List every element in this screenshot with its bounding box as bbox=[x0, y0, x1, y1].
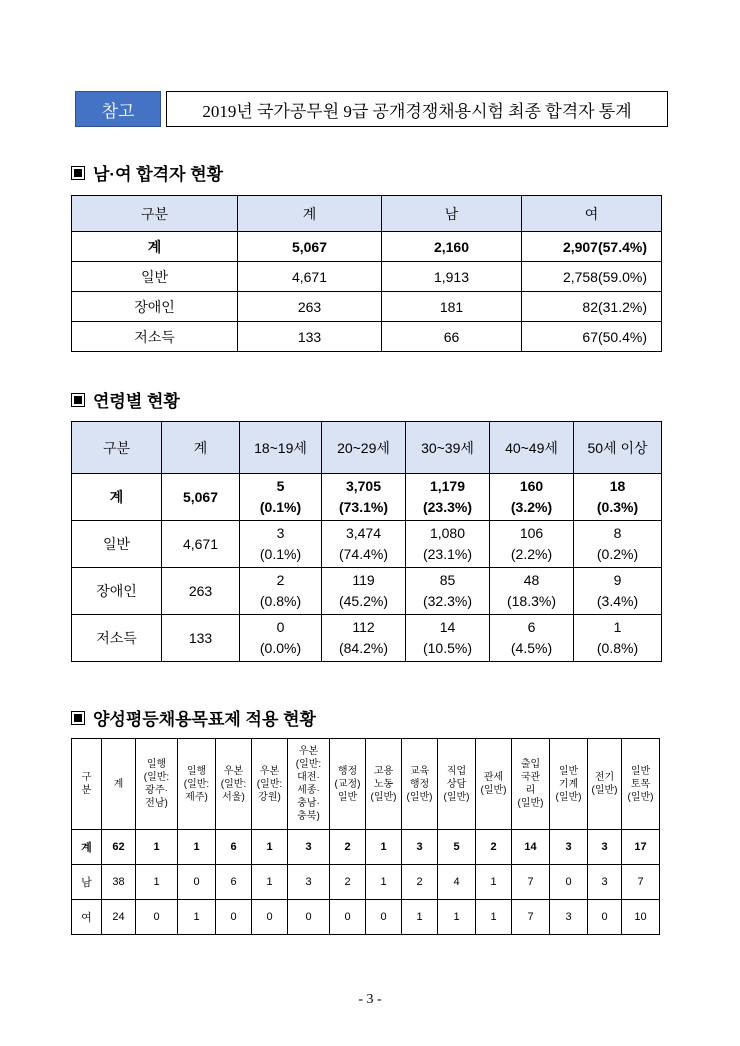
column-header-label: 교육 행정 (일반) bbox=[406, 765, 433, 803]
table-cell: 3 bbox=[550, 830, 588, 865]
column-header: 30~39세 bbox=[406, 422, 490, 474]
column-header-label: 일행 (일반: 광주· 전남) bbox=[143, 759, 170, 809]
table-cell: 133 bbox=[162, 615, 240, 662]
cell-count: 3 bbox=[276, 525, 285, 541]
table-cell bbox=[240, 615, 322, 662]
table-cell: 1 bbox=[178, 900, 216, 935]
cell-percent: (0.8%) bbox=[596, 640, 639, 656]
table-cell: 2,160 bbox=[382, 232, 522, 262]
cell-percent: (32.3%) bbox=[422, 593, 473, 609]
row-label: 저소득 bbox=[72, 322, 238, 352]
table-cell: 7 bbox=[512, 900, 550, 935]
gender-target-table bbox=[71, 738, 660, 935]
column-header bbox=[366, 739, 402, 830]
table-cell: 1 bbox=[136, 865, 178, 900]
table-cell: 0 bbox=[366, 900, 402, 935]
table-cell: 263 bbox=[162, 568, 240, 615]
table-cell: 133 bbox=[238, 322, 382, 352]
column-header-label: 행정 (교정) 일반 bbox=[334, 765, 361, 803]
column-header: 20~29세 bbox=[322, 422, 406, 474]
table-cell bbox=[322, 568, 406, 615]
table-cell: 17 bbox=[622, 830, 660, 865]
column-header-label: 관세 (일반) bbox=[480, 772, 507, 796]
cell-percent: (23.3%) bbox=[422, 499, 473, 515]
table-cell: 3 bbox=[402, 830, 438, 865]
table-cell: 263 bbox=[238, 292, 382, 322]
table-cell: 67(50.4%) bbox=[522, 322, 662, 352]
section-gender-target bbox=[71, 705, 316, 730]
table-cell: 6 bbox=[216, 830, 252, 865]
table-row bbox=[72, 900, 660, 935]
table-cell: 0 bbox=[136, 900, 178, 935]
column-header bbox=[512, 739, 550, 830]
cell-count: 112 bbox=[352, 619, 375, 635]
table-cell bbox=[406, 568, 490, 615]
table-cell: 0 bbox=[216, 900, 252, 935]
square-bullet-icon bbox=[71, 393, 85, 407]
column-header bbox=[550, 739, 588, 830]
table-cell bbox=[574, 568, 662, 615]
table-cell: 14 bbox=[512, 830, 550, 865]
table-cell: 10 bbox=[622, 900, 660, 935]
section-gender bbox=[71, 160, 223, 185]
section-title: 연령별 현황 bbox=[93, 392, 180, 411]
column-header bbox=[588, 739, 622, 830]
table-cell: 7 bbox=[512, 865, 550, 900]
column-header: 계 bbox=[238, 196, 382, 232]
table-cell: 181 bbox=[382, 292, 522, 322]
cell-percent: (23.1%) bbox=[422, 546, 473, 562]
column-header bbox=[252, 739, 288, 830]
cell-count: 48 bbox=[523, 572, 540, 588]
table-cell: 1 bbox=[438, 900, 476, 935]
column-header bbox=[622, 739, 660, 830]
cell-count: 0 bbox=[276, 619, 285, 635]
cell-count: 6 bbox=[527, 619, 536, 635]
row-label: 저소득 bbox=[72, 615, 162, 662]
table-header-row bbox=[72, 422, 662, 474]
table-cell: 4 bbox=[438, 865, 476, 900]
document-title: 2019년 국가공무원 9급 공개경쟁채용시험 최종 합격자 통계 bbox=[166, 91, 668, 127]
column-header: 여 bbox=[522, 196, 662, 232]
table-cell: 5,067 bbox=[238, 232, 382, 262]
table-cell bbox=[574, 474, 662, 521]
table-row bbox=[72, 322, 662, 352]
cell-count: 9 bbox=[613, 572, 622, 588]
column-header: 계 bbox=[162, 422, 240, 474]
table-cell: 3 bbox=[288, 865, 330, 900]
cell-count: 119 bbox=[352, 572, 375, 588]
column-header bbox=[72, 739, 102, 830]
table-cell: 2,758(59.0%) bbox=[522, 262, 662, 292]
column-header: 40~49세 bbox=[490, 422, 574, 474]
table-cell bbox=[240, 521, 322, 568]
cell-count: 106 bbox=[519, 525, 544, 541]
table-row bbox=[72, 568, 662, 615]
table-cell: 7 bbox=[622, 865, 660, 900]
row-label: 장애인 bbox=[72, 292, 238, 322]
table-cell: 2,907(57.4%) bbox=[522, 232, 662, 262]
cell-count: 3,474 bbox=[345, 525, 382, 541]
row-label: 계 bbox=[72, 474, 162, 521]
row-label: 계 bbox=[72, 830, 102, 865]
table-cell: 0 bbox=[252, 900, 288, 935]
cell-percent: (0.1%) bbox=[259, 546, 302, 562]
column-header bbox=[178, 739, 216, 830]
cell-count: 18 bbox=[609, 478, 626, 494]
table-row bbox=[72, 521, 662, 568]
cell-count: 1,179 bbox=[429, 478, 466, 494]
table-cell: 1 bbox=[252, 830, 288, 865]
column-header: 남 bbox=[382, 196, 522, 232]
table-cell bbox=[574, 521, 662, 568]
cell-percent: (0.8%) bbox=[259, 593, 302, 609]
cell-count: 1,080 bbox=[429, 525, 466, 541]
table-cell: 2 bbox=[402, 865, 438, 900]
cell-percent: (73.1%) bbox=[338, 499, 389, 515]
table-cell: 1 bbox=[366, 865, 402, 900]
cell-count: 14 bbox=[439, 619, 456, 635]
column-header-label: 우본 (일반: 강원) bbox=[256, 765, 283, 803]
square-bullet-icon bbox=[71, 711, 85, 725]
cell-percent: (10.5%) bbox=[422, 640, 473, 656]
cell-percent: (45.2%) bbox=[338, 593, 389, 609]
column-header-label: 직업 상담 (일반) bbox=[443, 765, 470, 803]
column-header bbox=[402, 739, 438, 830]
column-header-label: 계 bbox=[113, 778, 124, 790]
cell-percent: (3.2%) bbox=[510, 499, 553, 515]
column-header-label: 구 분 bbox=[81, 772, 92, 796]
cell-count: 8 bbox=[613, 525, 622, 541]
table-cell: 62 bbox=[102, 830, 136, 865]
cell-percent: (0.1%) bbox=[259, 499, 302, 515]
gender-table bbox=[71, 195, 662, 352]
table-cell: 1 bbox=[476, 900, 512, 935]
column-header bbox=[438, 739, 476, 830]
cell-percent: (0.2%) bbox=[596, 546, 639, 562]
row-label: 장애인 bbox=[72, 568, 162, 615]
age-table bbox=[71, 421, 662, 662]
cell-count: 5 bbox=[276, 478, 285, 494]
column-header bbox=[288, 739, 330, 830]
table-cell bbox=[490, 474, 574, 521]
square-bullet-icon bbox=[71, 166, 85, 180]
table-cell: 1,913 bbox=[382, 262, 522, 292]
column-header: 구분 bbox=[72, 196, 238, 232]
table-cell: 38 bbox=[102, 865, 136, 900]
column-header: 50세 이상 bbox=[574, 422, 662, 474]
column-header: 구분 bbox=[72, 422, 162, 474]
column-header-label: 일반 토목 (일반) bbox=[627, 765, 654, 803]
table-row bbox=[72, 830, 660, 865]
table-cell: 1 bbox=[366, 830, 402, 865]
row-label: 남 bbox=[72, 865, 102, 900]
cell-percent: (4.5%) bbox=[510, 640, 553, 656]
table-cell bbox=[490, 521, 574, 568]
table-row bbox=[72, 232, 662, 262]
table-cell: 5,067 bbox=[162, 474, 240, 521]
page-number: - 3 - bbox=[358, 992, 382, 1007]
table-cell: 6 bbox=[216, 865, 252, 900]
table-cell: 4,671 bbox=[162, 521, 240, 568]
table-cell bbox=[240, 568, 322, 615]
cell-count: 2 bbox=[276, 572, 285, 588]
column-header-label: 일행 (일반: 제주) bbox=[183, 765, 210, 803]
table-cell bbox=[406, 521, 490, 568]
column-header-label: 출입 국관 리 (일반) bbox=[517, 759, 544, 809]
column-header-label: 전기 (일반) bbox=[591, 772, 618, 796]
table-cell bbox=[322, 615, 406, 662]
table-header-row bbox=[72, 739, 660, 830]
table-row bbox=[72, 615, 662, 662]
table-cell: 2 bbox=[330, 865, 366, 900]
cell-count: 1 bbox=[613, 619, 622, 635]
column-header-label: 우본 (일반: 서울) bbox=[220, 765, 247, 803]
table-row bbox=[72, 474, 662, 521]
section-title: 남·여 합격자 현황 bbox=[93, 165, 224, 184]
row-label: 계 bbox=[72, 232, 238, 262]
reference-tag: 참고 bbox=[75, 91, 161, 127]
column-header-label: 우본 (일반: 대전· 세종· 충남· 충북) bbox=[295, 746, 322, 822]
table-cell bbox=[240, 474, 322, 521]
table-row bbox=[72, 292, 662, 322]
cell-percent: (3.4%) bbox=[596, 593, 639, 609]
table-cell: 2 bbox=[330, 830, 366, 865]
column-header-label: 고용 노동 (일반) bbox=[370, 765, 397, 803]
table-cell: 0 bbox=[330, 900, 366, 935]
table-row bbox=[72, 262, 662, 292]
table-cell: 0 bbox=[588, 900, 622, 935]
table-cell bbox=[406, 474, 490, 521]
column-header-label: 일반 기계 (일반) bbox=[555, 765, 582, 803]
cell-count: 85 bbox=[439, 572, 456, 588]
table-cell: 1 bbox=[136, 830, 178, 865]
column-header bbox=[136, 739, 178, 830]
table-cell: 5 bbox=[438, 830, 476, 865]
table-cell: 24 bbox=[102, 900, 136, 935]
table-cell: 0 bbox=[178, 865, 216, 900]
table-cell bbox=[490, 568, 574, 615]
row-label: 일반 bbox=[72, 521, 162, 568]
table-cell bbox=[574, 615, 662, 662]
table-cell: 3 bbox=[550, 900, 588, 935]
table-cell: 4,671 bbox=[238, 262, 382, 292]
table-header-row bbox=[72, 196, 662, 232]
cell-percent: (2.2%) bbox=[510, 546, 553, 562]
table-cell bbox=[322, 474, 406, 521]
table-cell bbox=[406, 615, 490, 662]
table-cell: 3 bbox=[288, 830, 330, 865]
section-age bbox=[71, 387, 180, 412]
cell-count: 3,705 bbox=[345, 478, 382, 494]
table-cell: 3 bbox=[588, 830, 622, 865]
column-header bbox=[216, 739, 252, 830]
column-header bbox=[102, 739, 136, 830]
column-header bbox=[330, 739, 366, 830]
table-cell: 1 bbox=[252, 865, 288, 900]
section-title: 양성평등채용목표제 적용 현황 bbox=[93, 710, 316, 729]
column-header bbox=[476, 739, 512, 830]
table-cell: 0 bbox=[288, 900, 330, 935]
table-cell bbox=[322, 521, 406, 568]
table-cell: 2 bbox=[476, 830, 512, 865]
table-cell: 1 bbox=[476, 865, 512, 900]
cell-percent: (84.2%) bbox=[338, 640, 389, 656]
table-cell: 3 bbox=[588, 865, 622, 900]
table-cell bbox=[490, 615, 574, 662]
cell-percent: (0.0%) bbox=[259, 640, 302, 656]
row-label: 일반 bbox=[72, 262, 238, 292]
table-row bbox=[72, 865, 660, 900]
cell-percent: (18.3%) bbox=[506, 593, 557, 609]
column-header: 18~19세 bbox=[240, 422, 322, 474]
table-cell: 1 bbox=[178, 830, 216, 865]
table-cell: 66 bbox=[382, 322, 522, 352]
cell-count: 160 bbox=[519, 478, 544, 494]
table-cell: 82(31.2%) bbox=[522, 292, 662, 322]
row-label: 여 bbox=[72, 900, 102, 935]
cell-percent: (0.3%) bbox=[596, 499, 639, 515]
table-cell: 1 bbox=[402, 900, 438, 935]
table-cell: 0 bbox=[550, 865, 588, 900]
cell-percent: (74.4%) bbox=[338, 546, 389, 562]
